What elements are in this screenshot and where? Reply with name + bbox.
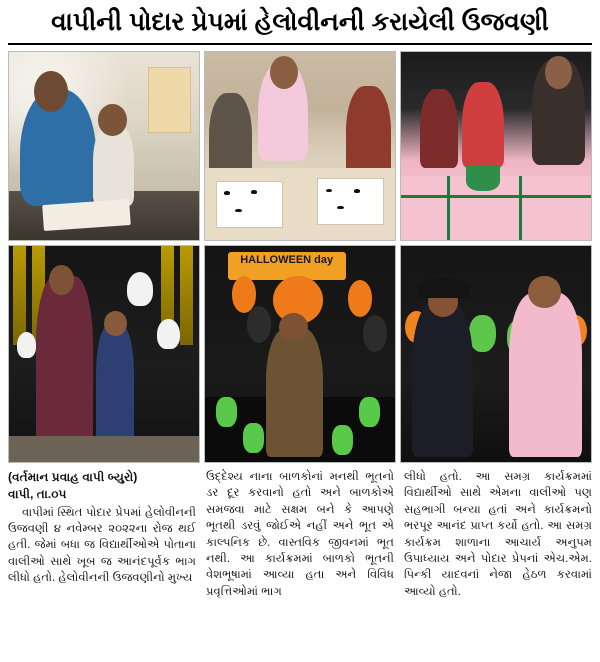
article-column-3 bbox=[404, 469, 592, 601]
child-head bbox=[98, 104, 127, 136]
monster-cutout bbox=[332, 425, 353, 455]
table-stripe bbox=[401, 195, 591, 198]
craft-sheet-left bbox=[216, 181, 283, 228]
child-left bbox=[209, 93, 253, 179]
child-left bbox=[412, 302, 473, 458]
halloween-banner: HALLOWEEN day bbox=[228, 252, 346, 280]
child-left bbox=[420, 89, 458, 168]
child-head bbox=[104, 311, 127, 337]
child-right bbox=[346, 86, 392, 180]
ghost-cutout bbox=[127, 272, 154, 307]
bat-cutout bbox=[235, 209, 241, 213]
adult-head bbox=[545, 56, 572, 90]
photo-teacher-with-child-classroom bbox=[8, 51, 200, 241]
article-paragraph-2: ઉદ્દેશ્ય નાના બાળકોનાં મનથી ભૂતનો ડર દૂર કરવાનો હતો અને બાળકોએ સમજવા માટે સક્ષમ બને કે આપણે ભૂતથી ડરવું જોઈએ નહીં અને ભૂત એ કાલ્પનિક છે. વાસ્તવિક જીવનમાં ભૂત નથી. આ કાર્યક્રમમાં બાળકો ભૂતની વેશભૂષામાં આવ્યા હતા અને વિવિધ પ્રવૃત્તિઓમાં ભાગ bbox=[206, 469, 394, 598]
tinsel-streamer bbox=[180, 246, 193, 345]
child-figure bbox=[266, 328, 323, 458]
photo-children-craft-table bbox=[204, 51, 396, 241]
ghost-cutout bbox=[17, 332, 36, 358]
adult-figure bbox=[36, 276, 93, 449]
article-column-2 bbox=[206, 469, 394, 601]
adult-head bbox=[49, 265, 74, 295]
byline: (વર્તમાન પ્રવાહ વાપી બ્યુરો) bbox=[8, 469, 138, 484]
child-figure bbox=[96, 324, 134, 449]
monster-cutout bbox=[359, 397, 380, 427]
headline-divider bbox=[8, 43, 592, 45]
table-stripe bbox=[519, 176, 522, 240]
bat-cutout bbox=[251, 190, 257, 194]
craft-sheet-right bbox=[317, 178, 384, 225]
photo-row-top bbox=[8, 51, 592, 241]
photo-row-bottom bbox=[8, 245, 592, 463]
monster-cutout bbox=[243, 423, 264, 453]
bat-cutout bbox=[224, 191, 230, 195]
monster-cutout bbox=[469, 315, 496, 352]
bat-cutout bbox=[354, 189, 360, 193]
photo-girl-halloween-banner bbox=[204, 245, 396, 463]
wall-poster bbox=[148, 67, 192, 133]
child-right bbox=[509, 293, 581, 457]
monster-cutout bbox=[216, 397, 237, 427]
photo-children-with-basket-pink-table bbox=[400, 51, 592, 241]
horn-headband bbox=[418, 278, 469, 297]
photo-teacher-and-child-black-decor bbox=[8, 245, 200, 463]
child-right-head bbox=[528, 276, 560, 308]
ghost-cutout bbox=[157, 319, 180, 349]
article-paragraph-3: લીધો હતો. આ સમગ્ર કાર્યક્રમમાં વિદ્યાર્થીઓ સાથે એમના વાલીઓ પણ સહભાગી બન્યા હતાં અને કાર્યક્રમનો ભરપૂર આનંદ પ્રાપ્ત કર્યો હતો. આ સમગ્ર કાર્યક્રમ શાળાના આચાર્ય અનુપમ ઉપાધ્યાય અને પોદાર પ્રેપનાં એચ.એમ. પિન્કી યાદવનાં નેજા હેઠળ કરવામાં આવ્યો હતો. bbox=[404, 469, 592, 598]
tinsel-streamer bbox=[13, 246, 26, 345]
article-column-1 bbox=[8, 469, 196, 601]
article-paragraph-1: વાપીમાં સ્થિત પોદાર પ્રેપમાં હેલોવીનની ઉજવણી ૪ નવેમ્બર ૨૦૨૨ના રોજ થઈ હતી. જેમાં બધા જ વિદ્યાર્થીઓએ પોતાના વાલીઓ સાથે ખૂબ જ આનંદપૂર્વક ભાગ લીધો હતો. હેલોવીનની ઉજવણીનો મુખ્ય bbox=[8, 505, 196, 585]
green-basket bbox=[466, 166, 500, 190]
child-right bbox=[462, 82, 504, 168]
article-body bbox=[8, 469, 592, 601]
bat-cutout bbox=[337, 206, 343, 210]
dateline: વાપી, તા.૦૫ bbox=[8, 487, 67, 502]
floor bbox=[9, 436, 199, 462]
photo-two-girls-green-monster-backdrop bbox=[400, 245, 592, 463]
child-head bbox=[279, 313, 308, 341]
balloon bbox=[363, 315, 388, 352]
adult-head bbox=[34, 71, 68, 112]
page-title: વાપીની પોદાર પ્રેપમાં હેલોવીનની કરાયેલી ઉજવણી bbox=[51, 8, 549, 36]
bat-cutout bbox=[326, 189, 332, 193]
table-stripe bbox=[447, 176, 450, 240]
balloon bbox=[348, 280, 373, 317]
child-center-head bbox=[270, 56, 299, 90]
